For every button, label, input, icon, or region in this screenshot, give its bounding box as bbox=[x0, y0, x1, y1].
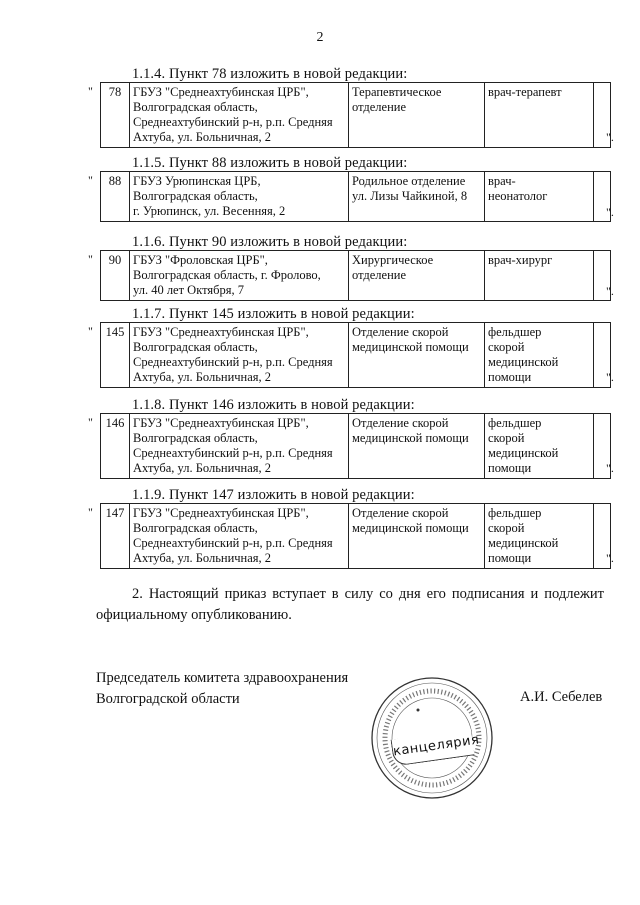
section-table bbox=[100, 171, 611, 222]
section-table bbox=[100, 503, 611, 569]
closing-quote: ". bbox=[606, 551, 614, 565]
opening-quote: " bbox=[88, 324, 93, 338]
section-table bbox=[100, 322, 611, 388]
organization-cell: ГБУЗ "Среднеахтубинская ЦРБ", Волгоградская область, Среднеахтубинский р-н, р.п. Средняя Ахтуба, ул. Больничная, 2 bbox=[130, 414, 349, 479]
row-number: 88 bbox=[101, 172, 130, 222]
row-number: 146 bbox=[101, 414, 130, 479]
signatory-position: Председатель комитета здравоохранения Волгоградской области bbox=[96, 670, 349, 707]
section-heading: 1.1.4. Пункт 78 изложить в новой редакции: bbox=[132, 66, 408, 82]
department-cell: Отделение скорой медицинской помощи bbox=[349, 504, 485, 569]
row-number: 90 bbox=[101, 251, 130, 301]
page-number: 2 bbox=[316, 30, 324, 45]
position-cell: врач-терапевт bbox=[485, 83, 594, 148]
position-cell: врач-хирург bbox=[485, 251, 594, 301]
opening-quote: " bbox=[88, 505, 93, 519]
opening-quote: " bbox=[88, 84, 93, 98]
order-paragraph: 2. Настоящий приказ вступает в силу со дня его подписания и подлежит официальному опубликованию. bbox=[96, 586, 604, 623]
organization-cell: ГБУЗ "Среднеахтубинская ЦРБ", Волгоградская область, Среднеахтубинский р-н, р.п. Средняя Ахтуба, ул. Больничная, 2 bbox=[130, 504, 349, 569]
row-number: 78 bbox=[101, 83, 130, 148]
opening-quote: " bbox=[88, 415, 93, 429]
position-cell: фельдшер скорой медицинской помощи bbox=[485, 323, 594, 388]
department-cell: Терапевтическое отделение bbox=[349, 83, 485, 148]
section-heading: 1.1.8. Пункт 146 изложить в новой редакции: bbox=[132, 397, 415, 413]
section-heading: 1.1.5. Пункт 88 изложить в новой редакции: bbox=[132, 155, 408, 171]
opening-quote: " bbox=[88, 173, 93, 187]
closing-quote: ". bbox=[606, 284, 614, 298]
position-cell: врач- неонатолог bbox=[485, 172, 594, 222]
closing-quote: ". bbox=[606, 370, 614, 384]
section-table bbox=[100, 413, 611, 479]
department-cell: Отделение скорой медицинской помощи bbox=[349, 323, 485, 388]
organization-cell: ГБУЗ Урюпинская ЦРБ, Волгоградская область, г. Урюпинск, ул. Весенняя, 2 bbox=[130, 172, 349, 222]
section-heading: 1.1.6. Пункт 90 изложить в новой редакции: bbox=[132, 234, 408, 250]
department-cell: Отделение скорой медицинской помощи bbox=[349, 414, 485, 479]
signatory-name: А.И. Себелев bbox=[520, 689, 603, 705]
section-heading: 1.1.9. Пункт 147 изложить в новой редакции: bbox=[132, 487, 415, 503]
stamp-word: канцелярия bbox=[391, 728, 475, 766]
row-number: 147 bbox=[101, 504, 130, 569]
department-cell: Родильное отделение ул. Лизы Чайкиной, 8 bbox=[349, 172, 485, 222]
opening-quote: " bbox=[88, 252, 93, 266]
organization-cell: ГБУЗ "Среднеахтубинская ЦРБ", Волгоградская область, Среднеахтубинский р-н, р.п. Средняя Ахтуба, ул. Больничная, 2 bbox=[130, 323, 349, 388]
closing-quote: ". bbox=[606, 205, 614, 219]
position-cell: фельдшер скорой медицинской помощи bbox=[485, 414, 594, 479]
organization-cell: ГБУЗ "Среднеахтубинская ЦРБ", Волгоградская область, Среднеахтубинский р-н, р.п. Средняя Ахтуба, ул. Больничная, 2 bbox=[130, 83, 349, 148]
position-cell: фельдшер скорой медицинской помощи bbox=[485, 504, 594, 569]
organization-cell: ГБУЗ "Фроловская ЦРБ", Волгоградская область, г. Фролово, ул. 40 лет Октября, 7 bbox=[130, 251, 349, 301]
section-table bbox=[100, 250, 611, 301]
section-heading: 1.1.7. Пункт 145 изложить в новой редакции: bbox=[132, 306, 415, 322]
section-table bbox=[100, 82, 611, 148]
row-number: 145 bbox=[101, 323, 130, 388]
closing-quote: ". bbox=[606, 461, 614, 475]
department-cell: Хирургическое отделение bbox=[349, 251, 485, 301]
closing-quote: ". bbox=[606, 130, 614, 144]
